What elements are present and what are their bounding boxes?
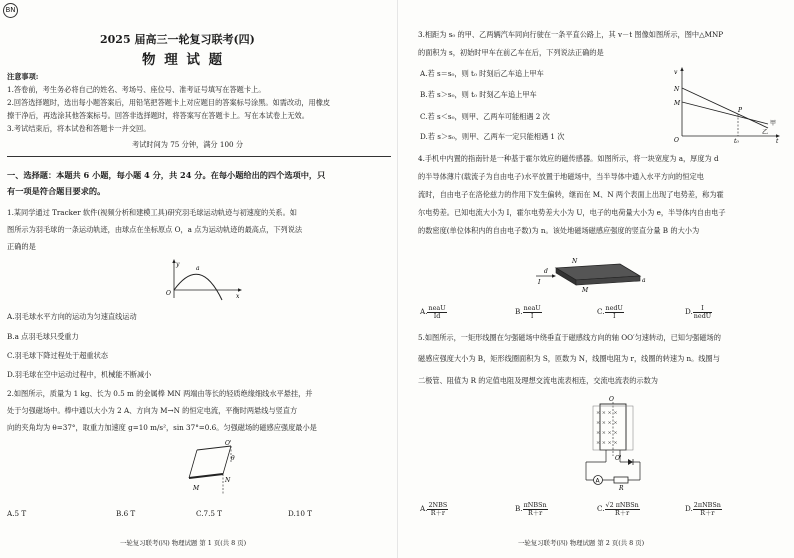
q1-line-2: 图所示为羽毛球的一条运动轨迹，由球点在坐标原点 O，a 点为运动轨迹的最高点，下列说法 <box>7 225 303 234</box>
q2-theta-label: θ <box>231 455 235 462</box>
exam-title: 2025 届高三一轮复习联考(四) <box>100 33 255 46</box>
q2-option-c: C.7.5 T <box>196 509 223 518</box>
q4-option-b-fraction <box>523 305 542 319</box>
q4-hall-slab-figure <box>534 254 650 296</box>
q5-option-a-label: A. <box>420 504 428 514</box>
q3-yi-label: 乙 <box>762 129 769 136</box>
q2-n-label: N <box>225 477 231 484</box>
svg-text:× × × ×: × × × × <box>596 420 618 426</box>
q4-n-label: N <box>572 258 578 265</box>
q4-option-b-label: B. <box>515 307 523 317</box>
q5-option-b <box>515 502 548 516</box>
q4-option-d-denominator: nedU <box>693 311 712 320</box>
svg-text:× × × ×: × × × × <box>596 440 618 446</box>
subject-title: 物 理 试 题 <box>142 52 225 68</box>
q1-line-3: 正确的是 <box>7 242 36 251</box>
q5-ammeter-label: A <box>595 477 600 485</box>
q4-option-d-label: D. <box>685 307 693 317</box>
q5-generator-circuit-figure <box>578 394 648 492</box>
notice-line-3: 擦干净后，再选涂其他答案标号。回答非选择题时，将答案写在答题卡上。写在本试卷上无效。 <box>7 111 309 120</box>
q1-point-a-label: a <box>196 265 200 272</box>
q2-line-3: 向的夹角均为 θ=37°，取重力加速度 g=10 m/s²，sin 37°=0.6。匀强磁场的磁感应强度最小是 <box>7 423 317 432</box>
q2-line-1: 2.如图所示，质量为 1 kg、长为 0.5 m 的金属棒 MN 两端由等长的轻质绝缘细线水平悬挂，并 <box>7 389 313 398</box>
q5-o2-label: O' <box>615 455 622 462</box>
q5-o-label: O <box>609 396 614 403</box>
q1-option-d: D.羽毛球在空中运动过程中，机械能不断减小 <box>7 370 152 379</box>
q3-option-a: A.若 s＝s₀，则 t₀ 时刻后乙车追上甲车 <box>420 69 544 78</box>
q4-line-1: 4.手机中内置的指南针是一种基于霍尔效应的磁传感器。如图所示，将一块宽度为 a，厚度为 d <box>418 154 719 163</box>
q3-v-label: v <box>674 69 678 76</box>
logo <box>3 3 18 18</box>
q3-o-label: O <box>674 137 679 144</box>
time-line: 考试时间为 75 分钟，满分 100 分 <box>132 140 244 149</box>
q1-x-axis-label: x <box>236 293 240 300</box>
q2-o-label: O' <box>225 440 232 447</box>
q3-p-label: P <box>738 107 743 114</box>
q5-option-a <box>420 502 448 516</box>
q1-option-c: C.羽毛球下降过程处于超重状态 <box>7 351 108 360</box>
q5-option-a-numerator: 2NBS <box>428 501 448 509</box>
q1-trajectory-figure <box>160 258 252 304</box>
q4-m-label: M <box>582 287 589 294</box>
notice-line-4: 3.考试结束后，将本试卷和答题卡一并交回。 <box>7 124 151 133</box>
q4-option-d <box>685 305 712 319</box>
q5-option-c-numerator: √2 πNBSn <box>605 501 639 509</box>
notice-line-1: 1.答卷前，考生务必将自己的姓名、考场号、座位号、准考证号填写在答题卡上。 <box>7 85 266 94</box>
q3-jia-label: 甲 <box>770 120 777 127</box>
q3-t-label: t <box>776 138 779 144</box>
header-rule <box>7 156 391 157</box>
q3-line-1: 3.相距为 s₀ 的甲、乙两辆汽车同向行驶在一条平直公路上，其 v－t 图像如图所示，图中△MNP <box>418 30 724 39</box>
q5-line-3: 二极管、阻值为 R 的定值电阻及理想交流电流表相连，交流电流表的示数为 <box>418 376 658 385</box>
q4-a-label: a <box>642 277 646 284</box>
q4-option-c-numerator: nedU <box>605 304 623 312</box>
q5-option-a-fraction <box>427 502 448 516</box>
q3-m-label: M <box>674 100 681 107</box>
q2-m-label: M <box>193 485 200 492</box>
q1-option-b: B.a 点羽毛球只受重力 <box>7 332 79 341</box>
q4-option-b-denominator: I <box>530 311 534 320</box>
q4-option-a <box>420 305 447 319</box>
q5-option-a-denominator: R＋r <box>430 508 445 517</box>
q4-option-a-fraction <box>427 305 446 319</box>
q5-option-b-label: B. <box>515 504 523 514</box>
q4-option-b <box>515 305 542 319</box>
q4-line-4: 尔电势差。已知电流大小为 I，霍尔电势差大小为 U，电子的电荷量大小为 e，半导体内自由电子 <box>418 208 726 217</box>
q4-option-c-denominator: I <box>612 311 616 320</box>
q4-option-d-numerator: I <box>693 305 712 313</box>
q5-option-d-fraction <box>693 502 722 516</box>
q1-y-axis-label: y <box>176 261 180 268</box>
q2-option-b: B.6 T <box>116 509 136 518</box>
q3-option-c: C.若 s＜s₀，则甲、乙两车可能相遇 2 次 <box>420 112 550 121</box>
q5-option-c-fraction <box>605 502 640 516</box>
q3-option-b: B.若 s＞s₀，则 t₀ 时刻乙车追上甲车 <box>420 90 537 99</box>
q4-option-b-numerator: neaU <box>523 304 541 312</box>
logo-text: BN <box>5 6 16 14</box>
q5-line-1: 5.如图所示，一矩形线圈在匀强磁场中绕垂直于磁感线方向的轴 OO′匀速转动，已知匀强磁场的 <box>418 333 721 342</box>
q4-option-a-label: A. <box>420 307 428 317</box>
svg-text:× × × ×: × × × × <box>596 430 618 436</box>
section1-line1: 一、选择题：本题共 6 小题，每小题 4 分，共 24 分。在每小题给出的四个选项中，只 <box>7 170 326 180</box>
right-footer: 一轮复习联考(四) 物理试题 第 2 页(共 8 页) <box>518 539 645 547</box>
q4-i-label: I <box>538 279 541 286</box>
q5-option-d-denominator: R＋r <box>700 508 715 517</box>
q5-option-c <box>597 502 640 516</box>
q1-option-a: A.羽毛球水平方向的运动为匀速直线运动 <box>7 312 137 321</box>
q4-option-a-denominator: Id <box>433 311 441 320</box>
q1-line-1: 1.某同学通过 Tracker 软件(视频分析和建模工具)研究羽毛球运动轨迹与初速度的关系。如 <box>7 208 297 217</box>
q4-option-a-numerator: neaU <box>428 304 446 312</box>
page-divider <box>397 0 398 558</box>
q4-option-c-fraction <box>605 305 624 319</box>
section1-line2: 有一项是符合题目要求的。 <box>7 186 106 196</box>
q5-option-d-label: D. <box>685 504 693 514</box>
q3-option-d: D.若 s＞s₀，则甲、乙两车一定只能相遇 1 次 <box>420 132 565 141</box>
q4-line-5: 的数密度(单位体积内的自由电子数)为 n。该处地磁场磁感应强度的竖直分量 B 的大小为 <box>418 226 700 235</box>
q5-option-d-numerator: 2πNBSn <box>693 501 721 509</box>
q5-option-b-denominator: R＋r <box>527 508 543 517</box>
q5-option-c-denominator: R＋r <box>614 508 630 517</box>
svg-text:× × × ×: × × × × <box>596 410 618 416</box>
q2-suspended-rod-figure <box>185 440 255 498</box>
q1-origin-label: O <box>166 290 171 297</box>
q3-vt-graph <box>672 64 787 144</box>
q2-option-d: D.10 T <box>288 509 313 518</box>
q5-option-d <box>685 502 722 516</box>
q5-option-b-fraction <box>523 502 548 516</box>
q5-line-2: 磁感应强度大小为 B，矩形线圈面积为 S，匝数为 N，线圈电阻为 r，线圈的转速为 n。线圈与 <box>418 354 720 363</box>
q4-d-label: d <box>544 268 548 275</box>
q5-r-label: R <box>619 485 624 492</box>
q2-line-2: 处于匀强磁场中。棒中通以大小为 2 A、方向为 M→N 的恒定电流，平衡时两悬线与竖直方 <box>7 406 298 415</box>
q3-n-label: N <box>674 86 680 93</box>
notice-line-2: 2.回答选择题时，选出每小题答案后，用铅笔把答题卡上对应题目的答案标号涂黑。如需改动，用橡皮 <box>7 98 331 107</box>
q4-line-3: 流时，自由电子在洛伦兹力的作用下发生偏转，继而在 M、N 两个表面上出现了电势差，称为霍 <box>418 190 724 199</box>
q3-line-2: 的面积为 s，初始时甲车在前乙车在后，下列说法正确的是 <box>418 48 604 57</box>
q4-option-c <box>597 305 624 319</box>
q2-option-a: A.5 T <box>7 509 27 518</box>
q4-option-d-fraction <box>693 305 712 319</box>
q4-option-c-label: C. <box>597 307 605 317</box>
notice-heading: 注意事项: <box>7 72 39 81</box>
q5-option-b-numerator: πNBSn <box>523 501 547 509</box>
q4-line-2: 的半导体薄片(载流子为自由电子)水平放置于地磁场中，当半导体中通入水平方向的恒定电 <box>418 172 704 181</box>
q5-option-c-label: C. <box>597 504 605 514</box>
left-footer: 一轮复习联考(四) 物理试题 第 1 页(共 8 页) <box>120 539 247 547</box>
q3-t0-label: t₀ <box>734 138 739 144</box>
